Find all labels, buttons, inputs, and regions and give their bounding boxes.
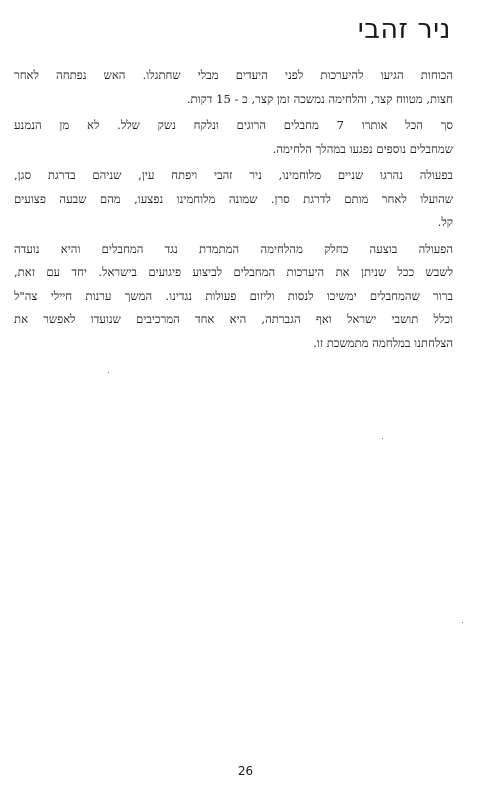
paragraph-3 <box>14 164 453 235</box>
text-line: שהועלו לאחר מותם לדרגת סרן. שמונה מלוחמינו נפצעו, מהם שבעה פצועים <box>14 191 453 206</box>
text-line: בפעולה נהרגו שניים מלוחמינו, ניר זהבי ויפתח עין, שניהם בדרגת סגן, <box>14 168 453 182</box>
page-number: 26 <box>237 764 254 778</box>
paragraph-2 <box>14 114 453 161</box>
text-line: קל. <box>437 215 453 229</box>
text-line: ברור שהמחבלים ימשיכו לנסות וליזום פעולות נגדינו. המשך ערנות חיילי צה"ל <box>14 288 453 303</box>
scan-speck <box>382 438 383 439</box>
text-line: וכלל תושבי ישראל ואף הגברתה, היא אחד המרכיבים שנועדו לאפשר את <box>14 312 453 326</box>
paragraph-4 <box>14 238 453 356</box>
paragraph-1 <box>14 64 453 111</box>
text-line: שמחבלים נוספים נפגעו במהלך הלחימה. <box>272 141 453 156</box>
text-line: לשבש ככל שניתן את היערכות המחבלים לביצוע פיגועים בישראל. יחד עם זאת, <box>14 265 453 279</box>
text-line: סך הכל אותרו 7 מחבלים הרוגים ונלקח נשק שלל. לא מן הנמנע <box>14 118 453 132</box>
scan-speck <box>462 622 463 623</box>
page-title: ניר זהבי <box>357 14 451 45</box>
text-line: הצלחתנו במלחמה מתמשכת זו. <box>313 335 453 350</box>
text-line: חצות, מטווח קצר, והלחימה נמשכה זמן קצר, כ - 15 דקות. <box>186 91 453 106</box>
text-line: הפעולה בוצעה כחלק מהלחימה המתמדת נגד המחבלים והיא נועדה <box>14 241 453 256</box>
text-line: הכוחות הגיעו להיערכות לפני היעדים מבלי שחתגלו. האש נפתחה לאחר <box>14 68 453 82</box>
body-text <box>14 64 453 355</box>
scan-speck <box>108 372 109 373</box>
